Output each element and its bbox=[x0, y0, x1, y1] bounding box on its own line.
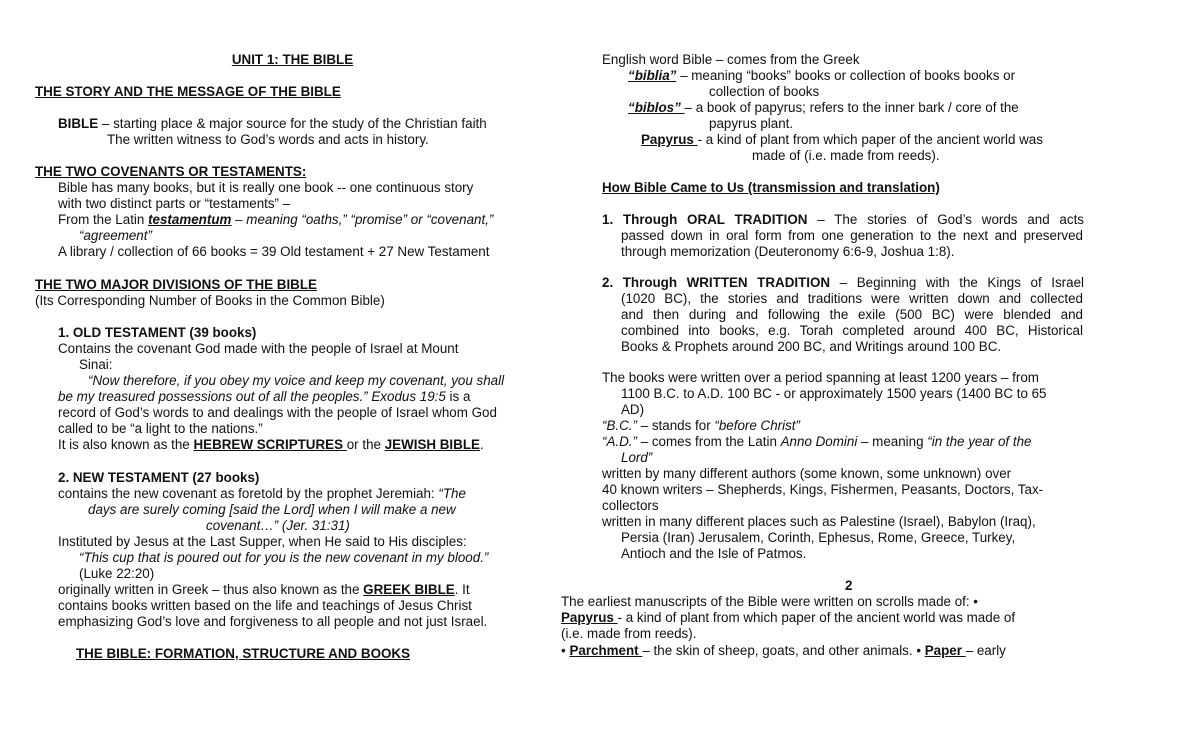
exodus-quote-line bbox=[58, 389, 470, 405]
covenant-text: Bible has many books, but it is really one book -- one continuous story bbox=[58, 180, 474, 195]
span-text: The books were written over a period spanning at least 1200 years – from bbox=[602, 370, 1039, 385]
authors-text: over bbox=[985, 466, 1012, 481]
bullet-dot: • bbox=[916, 643, 922, 658]
new-testament-heading: 2. NEW TESTAMENT (27 books) bbox=[58, 470, 260, 485]
covenant-item bbox=[58, 180, 473, 196]
papyrus2-line bbox=[561, 610, 1015, 626]
parchment-term: Parchment bbox=[569, 643, 643, 658]
scrolls-text: The earliest manuscripts of the Bible were written on scrolls made of: • bbox=[561, 594, 978, 609]
written-tradition-text: and then during and following the exile (500 BC) were blended and bbox=[621, 307, 1083, 322]
authors-item bbox=[602, 466, 1011, 482]
biblos-def-cont: papyrus plant. bbox=[709, 116, 794, 131]
oral-tradition-text: through memorization (Deuteronomy 6:6-9, Joshua 1:8). bbox=[621, 244, 955, 259]
last-supper-quote: “This cup that is poured out for you is the new covenant in my blood.” bbox=[79, 550, 489, 565]
parchment-def: – the skin of sheep, goats, and other animals. bbox=[642, 643, 917, 658]
nt-text: It bbox=[462, 582, 470, 597]
nt-item bbox=[58, 534, 467, 550]
authors-text: 40 known writers – Shepherds, Kings, Fishermen, Peasants, Doctors, Tax- bbox=[602, 482, 1044, 497]
ot-item bbox=[58, 341, 458, 357]
covenant-meaning: – meaning “oaths,” “promise” or “covenant,” bbox=[231, 212, 494, 227]
written-tradition-line bbox=[602, 275, 1084, 291]
biblos-def: – a book of papyrus; refers to the inner bark / core of the bbox=[684, 100, 1019, 115]
covenant-text: From the Latin bbox=[58, 212, 149, 227]
bible-term: BIBLE bbox=[58, 116, 99, 131]
ad-term: “A.D.” bbox=[602, 434, 637, 449]
unit-title: UNIT 1: THE BIBLE bbox=[231, 52, 354, 67]
parchment-line bbox=[561, 643, 1006, 659]
oral-tradition-label: 1. Through ORAL TRADITION bbox=[602, 212, 808, 227]
ot-text: It is also known as the bbox=[58, 437, 194, 452]
bc-item bbox=[602, 418, 800, 434]
written-tradition-text: Books & Prophets around 200 BC, and Writings around 100 BC. bbox=[621, 339, 1002, 354]
paper-def: – early bbox=[965, 643, 1006, 658]
page-number: 2 bbox=[845, 578, 853, 593]
bc-def: “before Christ” bbox=[714, 418, 800, 433]
papyrus2-def: - a kind of plant from which paper of the ancient world was made of bbox=[617, 610, 1016, 625]
ot-item bbox=[58, 437, 484, 453]
ot-text-cont: Sinai: bbox=[79, 357, 113, 372]
papyrus2-term: Papyrus bbox=[561, 610, 618, 625]
ad-def-cont: Lord” bbox=[621, 450, 653, 465]
written-witness-line bbox=[107, 132, 429, 148]
ot-text: record of God’s words to and dealings with the people of Israel whom God bbox=[58, 405, 497, 420]
ot-text: or the bbox=[346, 437, 385, 452]
biblos-line bbox=[628, 100, 1019, 116]
anno-domini: Anno Domini bbox=[780, 434, 858, 449]
covenant-meaning-cont: “agreement” bbox=[79, 228, 152, 243]
how-bible-heading: How Bible Came to Us (transmission and translation) bbox=[602, 180, 940, 195]
bible-def: – starting place & major source for the study of the Christian faith bbox=[98, 116, 487, 131]
nt-item bbox=[58, 582, 470, 598]
biblia-term: “biblia” bbox=[628, 68, 677, 83]
greek-bible-term: GREEK BIBLE bbox=[363, 582, 455, 597]
biblos-term: “biblos” bbox=[628, 100, 685, 115]
testamentum-term: testamentum bbox=[148, 212, 232, 227]
span-text: 1100 B.C. to A.D. 100 BC - or approximately 1500 years (1400 BC to 65 bbox=[621, 386, 1047, 401]
authors-text: collectors bbox=[602, 498, 659, 513]
nt-text: Instituted by Jesus at the Last Supper, when He said to His disciples: bbox=[58, 534, 467, 549]
oral-tradition-text: passed down in oral form from one generation to the next and preserved bbox=[621, 228, 1083, 243]
jeremiah-quote: covenant…” (Jer. 31:31) bbox=[206, 518, 350, 533]
written-tradition-label: 2. Through WRITTEN TRADITION bbox=[602, 275, 831, 290]
covenant-text: A library / collection of 66 books = 39 Old testament + 27 New Testament bbox=[58, 244, 490, 259]
ad-text: – meaning bbox=[857, 434, 928, 449]
exodus-quote: “Now therefore, if you obey my voice and keep my covenant, you shall bbox=[88, 373, 505, 388]
bible-definition bbox=[58, 116, 487, 132]
nt-text: originally written in Greek – thus also known as the bbox=[58, 582, 364, 597]
ot-text: . bbox=[479, 437, 484, 452]
nt-item bbox=[58, 486, 466, 502]
nt-text: emphasizing God’s love and forgiveness to all people and not just Israel. bbox=[58, 614, 488, 629]
bc-term: “B.C.” bbox=[602, 418, 637, 433]
formation-heading: THE BIBLE: FORMATION, STRUCTURE AND BOOKS bbox=[76, 646, 411, 661]
written-tradition-text: combined into books, e.g. Torah completed around 400 BC, Historical bbox=[621, 323, 1083, 338]
span-item bbox=[602, 370, 1039, 386]
paper-term: Paper bbox=[924, 643, 966, 658]
biblia-line bbox=[628, 68, 1015, 84]
written-tradition-text: – Beginning with the Kings of Israel bbox=[830, 275, 1084, 290]
biblia-def: – meaning “books” books or collection of books books or bbox=[676, 68, 1016, 83]
english-word-item bbox=[602, 52, 860, 68]
luke-reference: (Luke 22:20) bbox=[79, 566, 155, 581]
biblia-def-cont: collection of books bbox=[709, 84, 820, 99]
papyrus-def-cont: made of (i.e. made from reeds). bbox=[752, 148, 940, 163]
places-item bbox=[602, 514, 1036, 530]
hebrew-scriptures-term: HEBREW SCRIPTURES bbox=[193, 437, 347, 452]
authors-text: written by many different authors (some known, some unknown) bbox=[602, 466, 986, 481]
oral-tradition-line bbox=[602, 212, 1084, 228]
ad-text: – comes from the Latin bbox=[636, 434, 781, 449]
covenant-item bbox=[58, 196, 290, 212]
bc-text: – stands for bbox=[636, 418, 715, 433]
story-heading: THE STORY AND THE MESSAGE OF THE BIBLE bbox=[35, 84, 341, 99]
ad-item bbox=[602, 434, 1032, 450]
covenant-text: with two distinct parts or “testaments” – bbox=[58, 196, 291, 211]
written-witness: The written witness to God’s words and acts in history. bbox=[107, 132, 429, 147]
covenants-heading: THE TWO COVENANTS OR TESTAMENTS: bbox=[35, 164, 307, 179]
ot-text: called to be “a light to the nations.” bbox=[58, 421, 263, 436]
papyrus-term: Papyrus bbox=[641, 132, 698, 147]
jeremiah-quote: days are surely coming [said the Lord] when I will make a new bbox=[88, 502, 456, 517]
divisions-heading: THE TWO MAJOR DIVISIONS OF THE BIBLE bbox=[35, 277, 317, 292]
papyrus2-def-cont: (i.e. made from reeds). bbox=[561, 626, 697, 641]
english-word-text: English word Bible – comes from the Greek bbox=[602, 52, 860, 67]
places-text: Persia (Iran) Jerusalem, Corinth, Ephesus, Rome, Greece, Turkey, bbox=[621, 530, 1016, 545]
span-text: AD) bbox=[621, 402, 645, 417]
exodus-quote: be my treasured possessions out of all the peoples.” Exodus 19:5 bbox=[58, 389, 446, 404]
papyrus-def: - a kind of plant from which paper of the ancient world was bbox=[697, 132, 1043, 147]
papyrus-line bbox=[641, 132, 1043, 148]
ot-text: Contains the covenant God made with the people of Israel at Mount bbox=[58, 341, 459, 356]
old-testament-heading: 1. OLD TESTAMENT (39 books) bbox=[58, 325, 257, 340]
nt-text: contains books written based on the life and teachings of Jesus Christ bbox=[58, 598, 472, 613]
oral-tradition-text: – The stories of God’s words and acts bbox=[807, 212, 1084, 227]
places-text: Antioch and the Isle of Patmos. bbox=[621, 546, 807, 561]
nt-text: . bbox=[454, 582, 459, 597]
nt-text: contains the new covenant as foretold by the prophet Jeremiah: bbox=[58, 486, 439, 501]
written-tradition-text: (1020 BC), the stories and traditions were written down and collected bbox=[621, 291, 1083, 306]
places-text: written in many different places such as Palestine (Israel), Babylon (Iraq), bbox=[602, 514, 1036, 529]
ot-text: is a bbox=[449, 389, 471, 404]
jewish-bible-term: JEWISH BIBLE bbox=[384, 437, 480, 452]
ad-def: “in the year of the bbox=[927, 434, 1032, 449]
covenant-item bbox=[58, 244, 489, 260]
bullet-dot: • bbox=[561, 643, 566, 658]
covenant-item bbox=[58, 212, 493, 228]
jeremiah-quote: “The bbox=[438, 486, 466, 501]
divisions-subheading: (Its Corresponding Number of Books in the Common Bible) bbox=[35, 293, 385, 308]
